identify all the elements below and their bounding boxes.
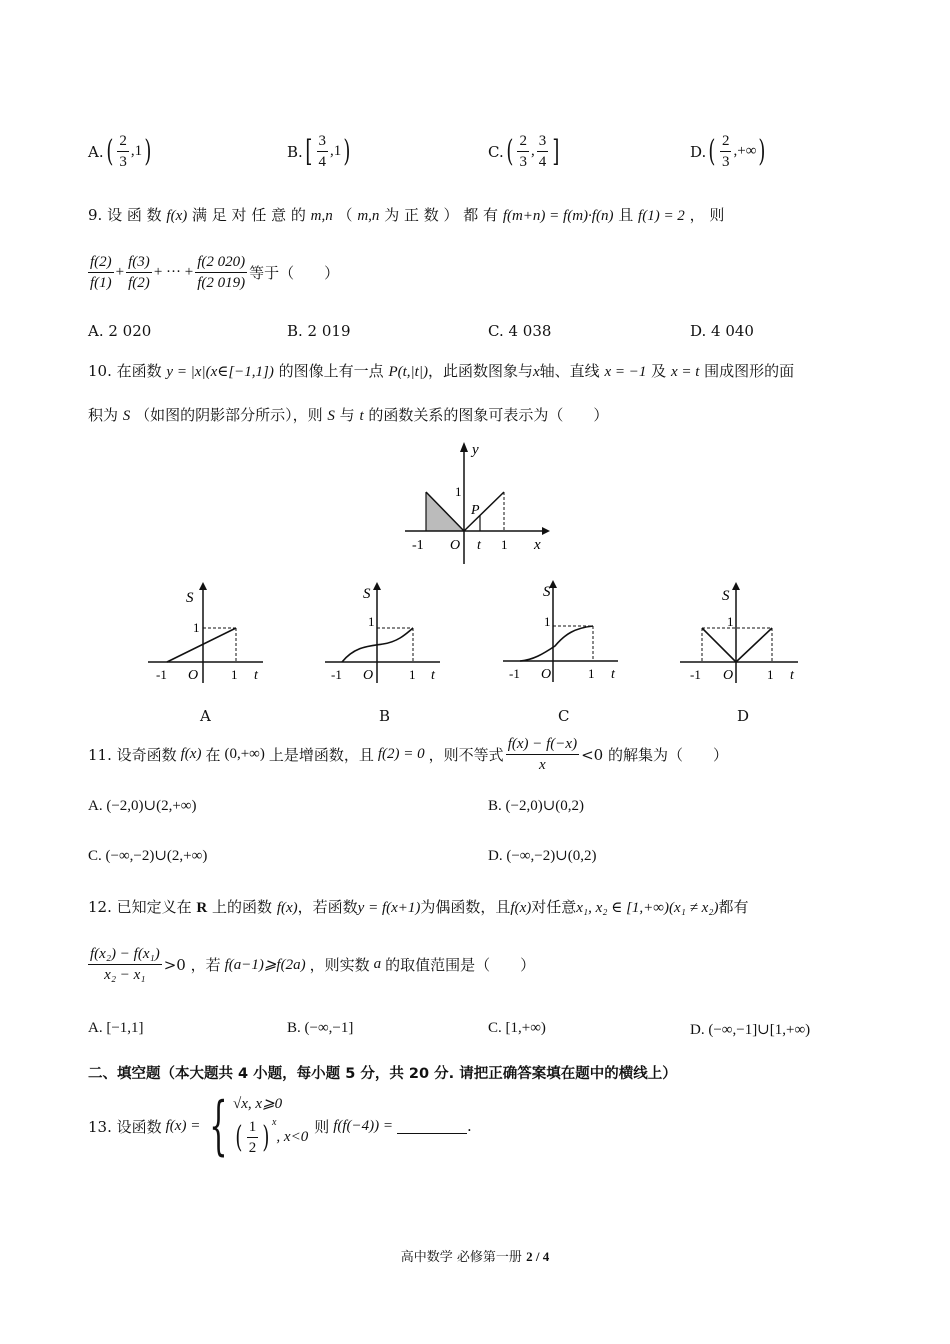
svg-text:1: 1 bbox=[368, 614, 375, 629]
svg-text:-1: -1 bbox=[331, 667, 342, 682]
svg-text:S: S bbox=[543, 584, 551, 600]
q10-graph-c bbox=[503, 578, 623, 685]
q9-option-d: D. 4 040 bbox=[690, 322, 754, 340]
q10-label-b: B bbox=[379, 707, 391, 725]
q11-option-c: C. (−∞,−2)∪(2,+∞) bbox=[88, 848, 208, 864]
svg-text:t: t bbox=[254, 668, 258, 683]
q12-option-a: A. [−1,1] bbox=[88, 1020, 144, 1036]
q10-stem-line1: 10. 在函数 y = |x|(x∈[−1,1]) 的图像上有一点 P(t,|t|)，此函数图象与x轴、直线 x = −1 及 x = t 围成图形的面 bbox=[88, 362, 795, 380]
svg-text:t: t bbox=[611, 667, 615, 682]
q9-option-c: C. 4 038 bbox=[488, 322, 552, 340]
label-x: x bbox=[534, 537, 541, 553]
q10-label-d: D bbox=[737, 707, 750, 725]
svg-text:S: S bbox=[186, 590, 194, 606]
q12-option-b: B. (−∞,−1] bbox=[287, 1020, 354, 1036]
label-t: t bbox=[477, 538, 481, 553]
svg-text:O: O bbox=[188, 668, 199, 683]
q8-option-a: A. ( $\frac{2}{3}$ ,1 ) bbox=[88, 133, 152, 170]
q10-stem-line2: 积为 S （如图的阴影部分所示），则 S 与 t 的函数关系的图象可表示为（ ） bbox=[88, 406, 609, 424]
svg-text:1: 1 bbox=[544, 614, 551, 629]
label-p: P bbox=[471, 503, 480, 518]
q8-option-c: C. ( $\frac{2}{3}$ , $\frac{3}{4}$ ] bbox=[488, 133, 560, 170]
q9-option-b: B. 2 019 bbox=[287, 322, 351, 340]
label-neg1: -1 bbox=[412, 538, 424, 553]
q8-option-d: D. ( $\frac{2}{3}$ ,+∞ ) bbox=[690, 133, 766, 170]
q13-answer-blank[interactable] bbox=[397, 1119, 467, 1134]
svg-text:-1: -1 bbox=[690, 667, 701, 682]
q9-option-a: A. 2 020 bbox=[88, 322, 152, 340]
svg-text:S: S bbox=[363, 586, 371, 602]
q9-stem-line2: $\frac{f(2)}{f(1)}$ + $\frac{f(3)}{f(2)}$ + ··· + $\frac{f(2 020)}{f(2 019)}$ 等于（ ） bbox=[90, 254, 340, 291]
label-o: O bbox=[450, 538, 461, 553]
q12-stem-line2: $\frac{\text{f(x₂) − f(x₁)}}{\text{x₂ − x₁}}$ >0 ，若 f(a−1)⩾f(2a) ，则实数 a 的取值范围是（ ） bbox=[90, 946, 536, 983]
q8-option-b: B. [ $\frac{3}{4}$ ,1 ) bbox=[287, 133, 351, 170]
svg-text:1: 1 bbox=[588, 666, 595, 681]
q10-label-c: C bbox=[558, 707, 570, 725]
q11-option-d: D. (−∞,−2)∪(0,2) bbox=[488, 848, 597, 864]
svg-text:1: 1 bbox=[193, 620, 200, 635]
svg-text:-1: -1 bbox=[156, 667, 167, 682]
label-one-x: 1 bbox=[501, 537, 508, 552]
q11-option-a: A. (−2,0)∪(2,+∞) bbox=[88, 798, 197, 814]
svg-text:1: 1 bbox=[767, 667, 774, 682]
q12-option-d: D. (−∞,−1]∪[1,+∞) bbox=[690, 1022, 811, 1038]
q10-graph-a bbox=[148, 580, 268, 685]
svg-text:1: 1 bbox=[409, 667, 416, 682]
svg-text:t: t bbox=[431, 668, 435, 683]
svg-text:1: 1 bbox=[727, 614, 734, 629]
section-2-heading: 二、填空题（本大题共 4 小题，每小题 5 分，共 20 分. 请把正确答案填在题中的横线上） bbox=[88, 1066, 677, 1082]
label-one: 1 bbox=[455, 484, 462, 499]
svg-text:1: 1 bbox=[231, 667, 238, 682]
svg-text:O: O bbox=[541, 667, 552, 682]
svg-text:t: t bbox=[790, 668, 794, 683]
q12-option-c: C. [1,+∞) bbox=[488, 1020, 546, 1036]
q9-stem-line1: 9. 设 函 数 f(x) 满 足 对 任 意 的 m,n （ m,n 为 正 数 ） 都 有 f(m+n) = f(m)·f(n) 且 f(1) = 2 ， 则 bbox=[88, 206, 725, 224]
svg-text:S: S bbox=[722, 588, 730, 604]
label-y: y bbox=[472, 442, 479, 458]
q11-stem: 11. 设奇函数 f(x) 在 (0,+∞) 上是增函数，且 f(2) = 0 ，则不等式 $\frac{f(x) - f(-x)}{x}$ <0 的解集为（ ） bbox=[88, 736, 728, 773]
page-footer: 高中数学 必修第一册 2 / 4 bbox=[400, 1249, 550, 1265]
q12-stem-line1: 12. 已知定义在 R 上的函数 f(x)，若函数y = f(x+1)为偶函数，且f(x)对任意x₁, x₂ ∈ [1,+∞)(x₁ ≠ x₂)都有 bbox=[88, 898, 749, 916]
svg-text:O: O bbox=[363, 668, 374, 683]
q10-label-a: A bbox=[200, 707, 211, 725]
q10-graph-b bbox=[325, 580, 445, 685]
q11-option-b: B. (−2,0)∪(0,2) bbox=[488, 798, 585, 814]
q10-main-graph bbox=[400, 438, 550, 568]
svg-text:-1: -1 bbox=[509, 666, 520, 681]
q13-stem: 13. 设函数 f(x) = { √x, x⩾0 ( $\frac{1}{2}$ ) $^x$ , x<0 则 f(f(−4)) = . bbox=[88, 1089, 472, 1163]
svg-text:O: O bbox=[723, 668, 734, 683]
q10-graph-d bbox=[680, 580, 805, 685]
